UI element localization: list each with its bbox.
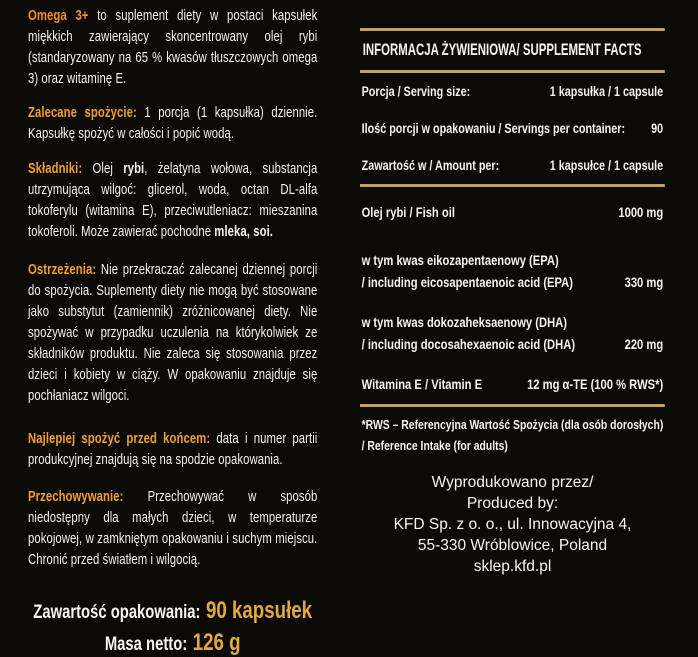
warnings-paragraph xyxy=(28,260,317,407)
servings-per-container-label: Ilość porcji w opakowaniu / Servings per container: xyxy=(361,121,626,136)
nutrient-row-dha xyxy=(362,311,664,355)
nutrient-row-epa xyxy=(362,249,664,293)
epa-value: 330 mg xyxy=(624,274,664,290)
vitamin-e-value: 12 mg α-TE (100 % RWS*) xyxy=(527,376,664,392)
nutrient-row-fish-oil xyxy=(362,201,664,223)
nutrient-row-vitamin-e xyxy=(362,373,664,395)
facts-title-row xyxy=(360,37,665,63)
serving-info-rows xyxy=(360,73,665,184)
best-before-paragraph xyxy=(28,429,317,471)
warnings-heading: Ostrzeżenia: xyxy=(28,262,97,278)
gold-rule-bottom xyxy=(360,404,665,407)
ingredients-text: , żelatyna wołowa, substancja utrzymująca wilgoć: glicerol, woda, octan DL-alfa tokoferylu (witamina E), przeciwutleniacz: mieszanina tokoferoli. Może zawierać pochodne xyxy=(28,161,318,240)
dha-value: 220 mg xyxy=(624,336,664,352)
ingredients-text: Olej xyxy=(82,161,124,177)
dha-label-line2: / including docosahexaenoic acid (DHA) xyxy=(361,336,576,352)
ingredients-paragraph xyxy=(28,159,317,243)
dha-label xyxy=(362,311,575,355)
intro-paragraph xyxy=(28,6,317,90)
rws-footnote xyxy=(360,414,665,456)
left-column-text xyxy=(28,6,317,657)
storage-text: Przechowywać w sposób niedostępny dla małych dzieci, w temperaturze pokojowej, w zamkniętym opakowaniu i suchym miejscu. Chronić przed światłem i wilgocią. xyxy=(28,489,318,568)
ingredients-heading: Składniki: xyxy=(28,161,83,177)
fish-oil-value: 1000 mg xyxy=(618,204,664,220)
producer-line: Produced by: xyxy=(466,495,559,512)
dha-label-line1: w tym kwas dokozaheksaenowy (DHA) xyxy=(361,314,567,330)
producer-website: sklep.kfd.pl xyxy=(473,558,552,575)
serving-size-label: Porcja / Serving size: xyxy=(361,84,471,99)
servings-per-container-row xyxy=(360,121,665,137)
package-contents-label: Zawartość opakowania: xyxy=(33,602,201,623)
serving-size-row xyxy=(360,84,665,100)
rws-footnote-line1: *RWS – Referencyjna Wartość Spożycia (dla osób dorosłych) xyxy=(361,417,664,432)
dosage-heading: Zalecane spożycie: xyxy=(28,105,137,121)
best-before-heading: Najlepiej spożyć przed końcem: xyxy=(28,431,211,447)
fish-oil-label-line1: Olej rybi / Fish oil xyxy=(361,204,455,220)
allergen-fish: rybi xyxy=(123,161,145,177)
servings-per-container-value: 90 xyxy=(651,121,664,136)
left-column xyxy=(28,6,317,657)
producer-line: 55-330 Wróblowice, Poland xyxy=(417,537,608,554)
net-weight-line xyxy=(28,629,317,657)
amount-per-label: Zawartość w / Amount per: xyxy=(361,158,500,173)
supplement-facts-panel xyxy=(360,28,665,577)
serving-size-value: 1 kapsułka / 1 capsule xyxy=(549,84,664,99)
net-weight-label: Masa netto: xyxy=(104,634,188,655)
gold-rule-mid xyxy=(360,184,665,187)
epa-label-line1: w tym kwas eikozapentaenowy (EPA) xyxy=(361,252,559,268)
vitamin-e-label-line1: Witamina E / Vitamin E xyxy=(361,376,483,392)
amount-per-value: 1 kapsułce / 1 capsule xyxy=(549,158,664,173)
producer-block xyxy=(360,472,665,577)
epa-label-line2: / including eicosapentaenoic acid (EPA) xyxy=(361,274,573,290)
intro-text: to suplement diety w postaci kapsułek miękkich zawierający skoncentrowany olej rybi (standaryzowany na 65 % kwasów tłuszczowych omega 3) oraz witaminę E. xyxy=(28,8,318,87)
storage-paragraph xyxy=(28,487,317,571)
facts-title: INFORMACJA ŻYWIENIOWA/ SUPPLEMENT FACTS xyxy=(362,40,642,59)
nutrient-rows xyxy=(360,201,665,395)
epa-label xyxy=(362,249,573,293)
producer-line: KFD Sp. z o. o., ul. Innowacyjna 4, xyxy=(393,516,632,533)
rws-footnote-line2: / Reference Intake (for adults) xyxy=(361,438,508,453)
package-summary xyxy=(28,597,317,657)
storage-heading: Przechowywanie: xyxy=(28,489,124,505)
dosage-text: 1 porcja (1 kapsułka) dziennie. Kapsułkę spożyć w całości i popić wodą. xyxy=(28,105,318,142)
dosage-paragraph xyxy=(28,103,317,145)
allergen-milk-soy: mleka, soi. xyxy=(214,224,274,240)
package-contents-line xyxy=(28,597,317,625)
vitamin-e-label xyxy=(362,373,482,395)
gold-rule-top xyxy=(360,28,665,31)
fish-oil-label xyxy=(362,201,455,223)
net-weight-value: 126 g xyxy=(192,629,241,656)
amount-per-row xyxy=(360,158,665,174)
supplement-facts-content xyxy=(360,28,665,456)
warnings-text: Nie przekraczać zalecanej dziennej porcji do spożycia. Suplementy diety nie mogą być stosowane jako substytut (zamiennik) zróżnicowanej diety. Nie spożywać w przypadku uczulenia na którykolwiek ze składników produktu. Nie zaleca się stosowania przez dzieci i kobiety w ciąży. W opakowaniu znajduje się pochłaniacz wilgoci. xyxy=(28,262,318,404)
package-contents-value: 90 kapsułek xyxy=(205,597,313,624)
product-name: Omega 3+ xyxy=(28,8,89,24)
best-before-text: data i numer partii produkcyjnej znajdują się na spodzie opakowania. xyxy=(28,431,318,468)
producer-line: Wyprodukowano przez/ xyxy=(431,474,594,491)
